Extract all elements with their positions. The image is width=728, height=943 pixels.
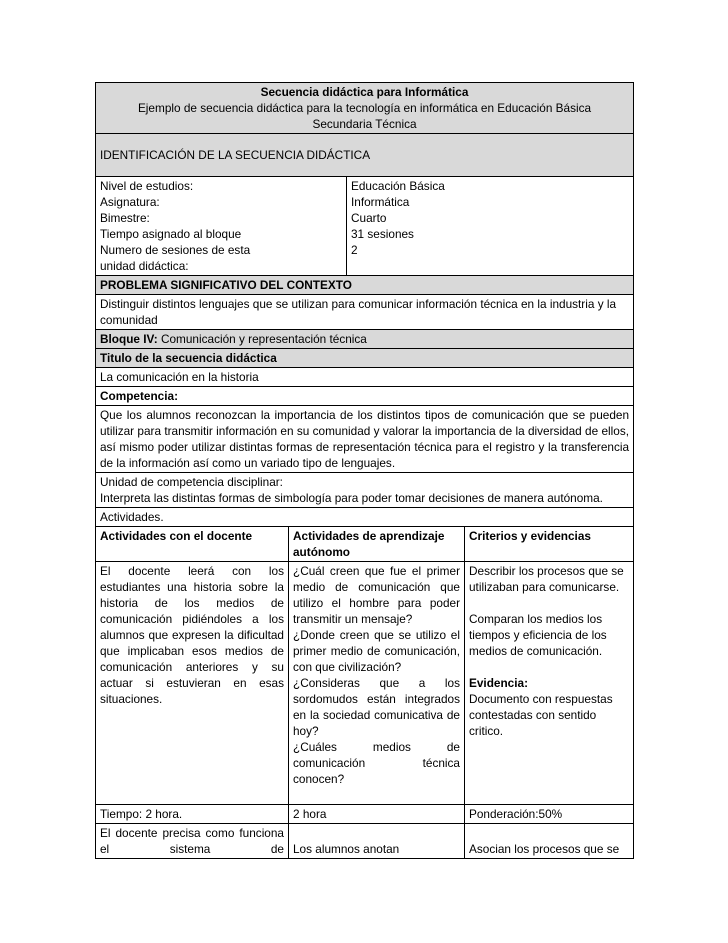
time-autonomous: 2 hora [289,805,465,824]
evidence-label: Evidencia: [469,676,529,690]
info-labels-cell [96,177,347,276]
criteria-text-2: Comparan los medios los tiempos y eficiencia de los medios de comunicación. [469,612,607,658]
spacer [469,595,629,611]
label-level: Nivel de estudios: [100,179,194,193]
autonomous-activity-2: Los alumnos anotan [289,824,465,859]
spacer [469,659,629,675]
autonomous-question-1: ¿Cuál creen que fue el primer medio de comunicación que utilizo el hombre para poder transmitir un mensaje? [293,564,460,626]
sequence-title-value: La comunicación en la historia [96,368,634,387]
block-value: Comunicación y representación técnica [160,332,367,346]
weighting: Ponderación:50% [465,805,634,824]
problem-title-row [96,276,634,295]
competence-text-row [96,406,634,473]
didactic-sequence-table [95,82,634,859]
sequence-title-label: Titulo de la secuencia didáctica [96,349,634,368]
spacer [293,787,460,803]
activities-row-2 [96,824,634,859]
header-criteria: Criterios y evidencias [465,527,634,562]
unit-competence-cell [96,473,634,508]
header-cell [96,83,634,134]
identification-title: IDENTIFICACIÓN DE LA SECUENCIA DIDÁCTICA [96,134,634,177]
competence-label-row [96,387,634,406]
block-row [96,330,634,349]
activities-header-row [96,527,634,562]
value-time: 31 sesiones [351,227,414,241]
header-row [96,83,634,134]
identification-row [96,134,634,177]
problem-title: PROBLEMA SIGNIFICATIVO DEL CONTEXTO [96,276,634,295]
label-sessions: Numero de sesiones de esta unidad didáctica: [100,243,251,273]
sequence-title-row [96,349,634,368]
label-bimester: Bimestre: [100,211,150,225]
autonomous-question-3: ¿Consideras que a los sordomudos están integrados en la sociedad comunicativa de hoy? [293,676,460,738]
competence-label: Competencia: [96,387,634,406]
teacher-activity-2: El docente precisa como funciona el sistema de [96,824,289,859]
document-title: Secuencia didáctica para Informática [260,85,469,99]
label-subject: Asignatura: [100,195,160,209]
unit-competence-label: Unidad de competencia disciplinar: [100,475,283,489]
unit-competence-text: Interpreta las distintas formas de simbología para poder tomar decisiones de manera autónoma. [100,491,603,505]
activities-row-1 [96,562,634,805]
sequence-title-value-row [96,368,634,387]
info-values-cell [347,177,634,276]
header-autonomous-activities: Actividades de aprendizaje autónomo [289,527,465,562]
autonomous-activity-cell-1 [289,562,465,805]
value-bimester: Cuarto [351,211,387,225]
time-teacher: Tiempo: 2 hora. [96,805,289,824]
problem-text: Distinguir distintos lenguajes que se utilizan para comunicar información técnica en la industria y la comunidad [96,295,634,330]
criteria-text-1: Describir los procesos que se utilizaban para comunicarse. [469,564,624,594]
document-page [95,82,633,859]
activities-label: Actividades. [96,508,634,527]
block-label: Bloque IV: [100,332,158,346]
activities-label-row [96,508,634,527]
evidence-text: Documento con respuestas contestadas con sentido critico. [469,692,613,738]
block-cell [96,330,634,349]
value-level: Educación Básica [351,179,445,193]
header-teacher-activities: Actividades con el docente [96,527,289,562]
autonomous-question-4: ¿Cuáles medios de comunicación técnica conocen? [293,740,460,786]
competence-text: Que los alumnos reconozcan la importancia de los distintos tipos de comunicación que se pueden utilizar para transmitir información en su comunidad y valorar la importancia de la diversidad de ellos, así mismo poder utilizar distintas formas de representación técnica para el registro y la transferencia de la información así como un variado tipo de lenguajes. [96,406,634,473]
activities-time-row [96,805,634,824]
criteria-text-row-2: Asocian los procesos que se [465,824,634,859]
document-subtitle: Ejemplo de secuencia didáctica para la tecnología en informática en Educación Básica Secundaria Técnica [137,101,592,131]
problem-text-row [96,295,634,330]
info-row [96,177,634,276]
value-subject: Informática [351,195,410,209]
unit-competence-row [96,473,634,508]
label-time: Tiempo asignado al bloque [100,227,242,241]
value-sessions: 2 [351,243,358,257]
teacher-activity-1: El docente leerá con los estudiantes una historia sobre la historia de los medios de comunicación pidiéndoles a los alumnos que expresen la dificultad que implicaban esos medios de comunicación anteriores y su actuar si estuvieran en esas situaciones. [96,562,289,805]
criteria-cell-1 [465,562,634,805]
autonomous-question-2: ¿Donde creen que se utilizo el primer medio de comunicación, con que civilización? [293,628,460,674]
